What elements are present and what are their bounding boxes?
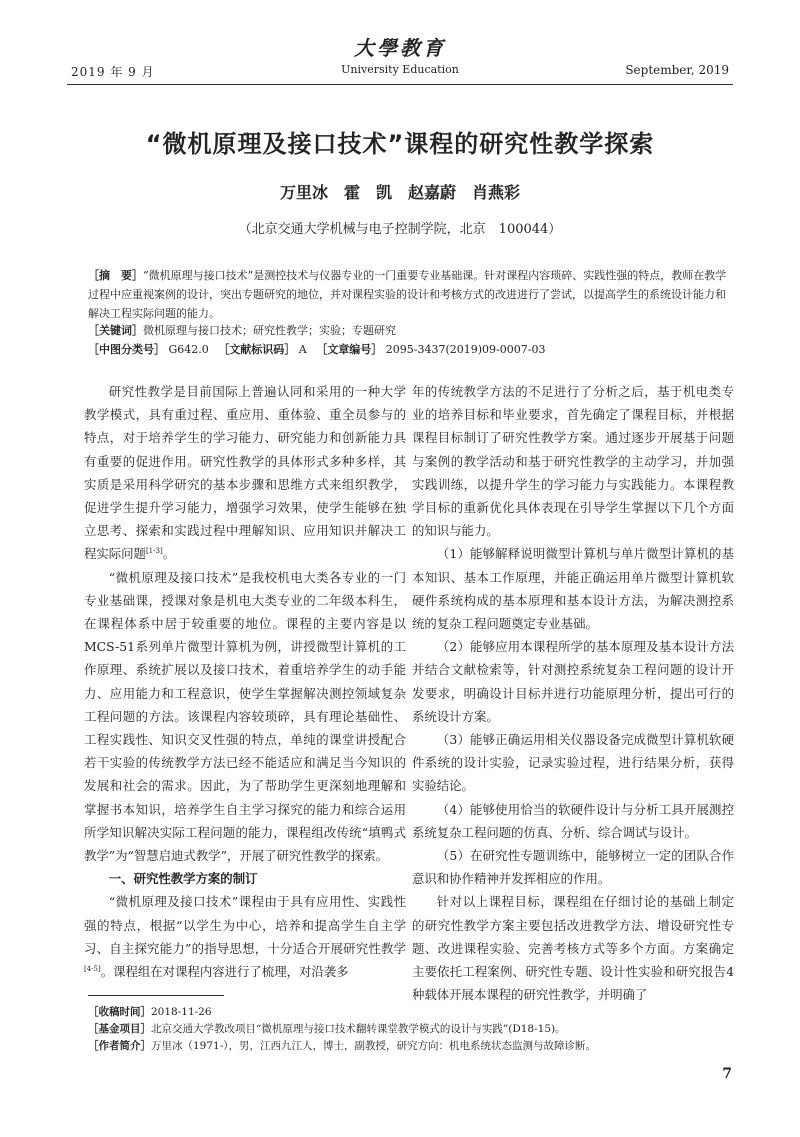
- header-date-cn: 2019 年 9 月: [71, 65, 155, 79]
- list-item: （1）能够解释说明微型计算机与单片微型计算机的基本知识、基本工作原理，并能正确运用单片微型计算机软硬件系统构成的基本原理和基本设计方法，为解决测控系统的复杂工程问题奠定专业基础。: [412, 546, 734, 632]
- footnote-rule: [88, 995, 224, 996]
- clc-value: G642.0: [168, 343, 209, 356]
- footnote-author: ［作者简介］万里冰（1971-），男，江西九江人，博士，副教授，研究方向：机电系统状态监测与故障诊断。: [88, 1040, 597, 1052]
- affiliation: （北京交通大学机械与电子控制学院，北京 100044）: [238, 222, 562, 237]
- footnote-fund: ［基金项目］北京交通大学教改项目“微机原理与接口技术翻转课堂教学模式的设计与实践”(D18-15)。: [88, 1023, 566, 1035]
- list-item: （4）能够使用恰当的软硬件设计与分析工具开展测控系统复杂工程问题的仿真、分析、综合调试与设计。: [412, 801, 734, 840]
- list-item: （2）能够应用本课程所学的基本原理及基本设计方法并结合文献检索等，针对测控系统复杂工程问题的设计开发要求，明确设计目标并进行功能原理分析，提出可行的系统设计方案。: [412, 639, 734, 724]
- page-number: 7: [722, 1066, 732, 1082]
- paragraph: 年的传统教学方法的不足进行了分析之后，基于机电类专业的培养目标和毕业要求，首先确定了课程目标，并根据课程目标制订了研究性教学方案。通过逐步开展基于问题与案例的教学活动和基于研究性教学的主动学习，并加强实践训练，以提升学生的学习能力与实践能力。本课程教学目标的重新优化具体表现在引导学生掌握以下几个方面的知识与能力。: [412, 384, 734, 539]
- journal-logo: 大學教育: [354, 36, 446, 60]
- keywords-tag: ［关键词］: [88, 324, 143, 337]
- citation: [1-3]: [145, 547, 163, 556]
- article-meta: [88, 321, 734, 359]
- list-item: （5）在研究性专题训练中，能够树立一定的团队合作意识和协作精神并发挥相应的作用。: [412, 848, 734, 887]
- doc-code-tag: ［文献标识码］: [218, 343, 296, 356]
- list-item: （3）能够正确运用相关仪器设备完成微型计算机软硬件系统的设计实验，记录实验过程，进行结果分析，获得实验结论。: [412, 732, 734, 794]
- classification-line: [88, 340, 734, 359]
- article-number-tag: ［文章编号］: [316, 343, 383, 356]
- citation: [4-5]: [84, 964, 101, 973]
- abstract-tag: ［摘 要］: [88, 269, 143, 282]
- clc-tag: ［中图分类号］: [88, 343, 165, 356]
- author-list: 万里冰 霍 凯 赵嘉蔚 肖燕彩: [279, 183, 520, 202]
- keywords-line: [88, 321, 734, 340]
- section-heading: 一、研究性教学方案的制订: [108, 871, 258, 887]
- paragraph: 针对以上课程目标，课程组在仔细讨论的基础上制定的研究性教学方案主要包括改进教学方法、增设研究性专题、改进课程实验、完善考核方式等多个方面。方案确定主要依托工程案例、研究性专题、设计性实验和研究报告4种载体开展本课程的研究性教学，并明确了: [412, 894, 734, 1003]
- body-column-left: [84, 380, 406, 983]
- keywords-text: 微机原理与接口技术；研究性教学；实验；专题研究: [143, 324, 396, 337]
- footnote-received: ［收稿时间］2018-11-26: [88, 1006, 212, 1018]
- article-title: “微机原理及接口技术”课程的研究性教学探索: [145, 130, 655, 158]
- doc-code-value: A: [298, 343, 307, 356]
- abstract: [88, 266, 734, 323]
- header-rule: [67, 84, 733, 85]
- footnotes: [88, 1004, 734, 1055]
- header-date-en: September, 2019: [625, 63, 729, 77]
- body-column-right: [412, 380, 734, 1006]
- abstract-text: “微机原理与接口技术”是测控技术与仪器专业的一门重要专业基础课。针对课程内容琐碎、实践性强的特点，教师在教学过程中应重视案例的设计，突出专题研究的地位，并对课程实验的设计和考核方式的改进进行了尝试，以提高学生的系统设计能力和解决工程实际问题的能力。: [88, 269, 727, 320]
- journal-subtitle: University Education: [341, 63, 459, 76]
- paragraph: “微机原理及接口技术”课程由于具有应用性、实践性强的特点，根据“以学生为中心，培养和提高学生自主学习、自主探究能力”的指导思想，十分适合开展研究性教学[4-5]。课程组在对课程内容进行了梳理，对沿袭多: [84, 894, 406, 980]
- article-number-value: 2095-3437(2019)09-0007-03: [385, 343, 546, 356]
- paragraph: “微机原理及接口技术”是我校机电大类各专业的一门专业基础课，授课对象是机电大类专业的二年级本科生，在课程体系中居于较重要的地位。课程的主要内容是以MCS-51系列单片微型计算机为例，讲授微型计算机的工作原理、系统扩展以及接口技术，着重培养学生的动手能力、应用能力和工程意识，使学生掌握解决测控领域复杂工程问题的方法。该课程内容较琐碎，具有理论基础性、工程实践性、知识交叉性强的特点，单纯的课堂讲授配合若干实验的传统教学方法已经不能适应和满足当今知识的发展和社会的需求。因此，为了帮助学生更深刻地理解和掌握书本知识，培养学生自主学习探究的能力和综合运用所学知识解决实际工程问题的能力，课程组改传统“填鸭式教学”为“智慧启迪式教学”，开展了研究性教学的探索。: [84, 569, 406, 864]
- paragraph: 研究性教学是目前国际上普遍认同和采用的一种大学教学模式，具有重过程、重应用、重体验、重全员参与的特点，对于培养学生的学习能力、研究能力和创新能力具有重要的促进作用。研究性教学的具体形式多种多样，其实质是采用科学研究的基本步骤和思维方式来组织教学，促进学生提升学习能力，增强学习效果，使学生能够在独立思考、探索和实践过程中理解知识、应用知识并解决工程实际问题[1-3]。: [84, 384, 406, 562]
